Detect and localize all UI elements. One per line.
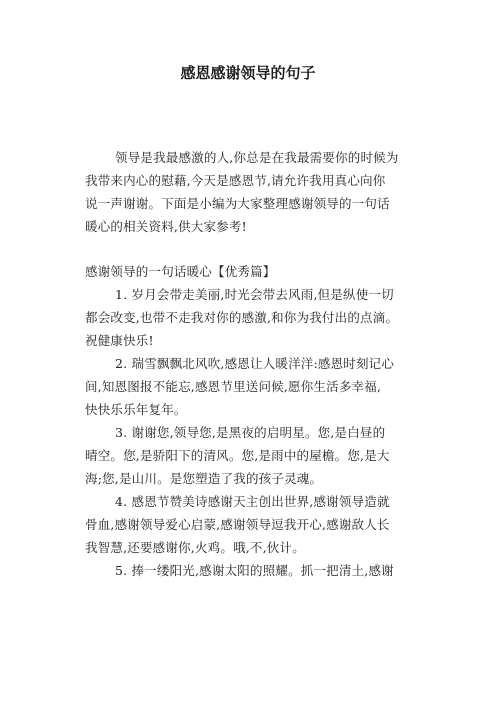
- item-1-line-2: 都会改变,也带不走我对你的感激,和你为我付出的点滴。: [85, 310, 399, 325]
- item-1-line-3: 祝健康快乐!: [85, 333, 154, 348]
- item-4-line-2: 骨血,感谢领导爱心启蒙,感谢领导逗我开心,感谢敌人长: [85, 517, 390, 532]
- item-2-line-3: 快快乐乐年复年。: [85, 402, 187, 417]
- item-4-line-1: 4. 感恩节赞美诗感谢天主创出世界,感谢领导造就: [115, 494, 390, 509]
- intro-line-2: 我带来内心的慰藉,今天是感恩节,请允许我用真心向你: [85, 173, 386, 188]
- item-3-line-2: 晴空。您,是骄阳下的清风。您,是雨中的屋檐。您,是大: [85, 448, 390, 463]
- section-heading: 感谢领导的一句话暖心【优秀篇】: [85, 264, 276, 279]
- intro-line-4: 暖心的相关资料,供大家参考!: [85, 219, 247, 234]
- item-3-line-3: 海;您,是山川。是您塑造了我的孩子灵魂。: [85, 471, 323, 486]
- intro-line-3: 说一声谢谢。下面是小编为大家整理感谢领导的一句话: [85, 196, 390, 211]
- intro-line-1: 领导是我最感激的人,你总是在我最需要你的时候为: [115, 150, 399, 165]
- item-3-line-1: 3. 谢谢您,领导您,是黑夜的启明星。您,是白昼的: [115, 425, 386, 440]
- item-5-line-1: 5. 捧一缕阳光,感谢太阳的照耀。抓一把清土,感谢: [115, 563, 394, 578]
- item-2-line-1: 2. 瑞雪飘飘北风吹,感恩让人暖洋洋:感恩时刻记心: [115, 356, 395, 371]
- item-4-line-3: 我智慧,还要感谢你,火鸡。哦,不,伙计。: [85, 540, 305, 555]
- item-1-line-1: 1. 岁月会带走美丽,时光会带去风雨,但是纵使一切: [115, 287, 394, 302]
- document-title: 感恩感谢领导的句子: [180, 64, 316, 82]
- item-2-line-2: 间,知恩图报不能忘,感恩节里送问候,愿你生活多幸福,: [85, 379, 382, 394]
